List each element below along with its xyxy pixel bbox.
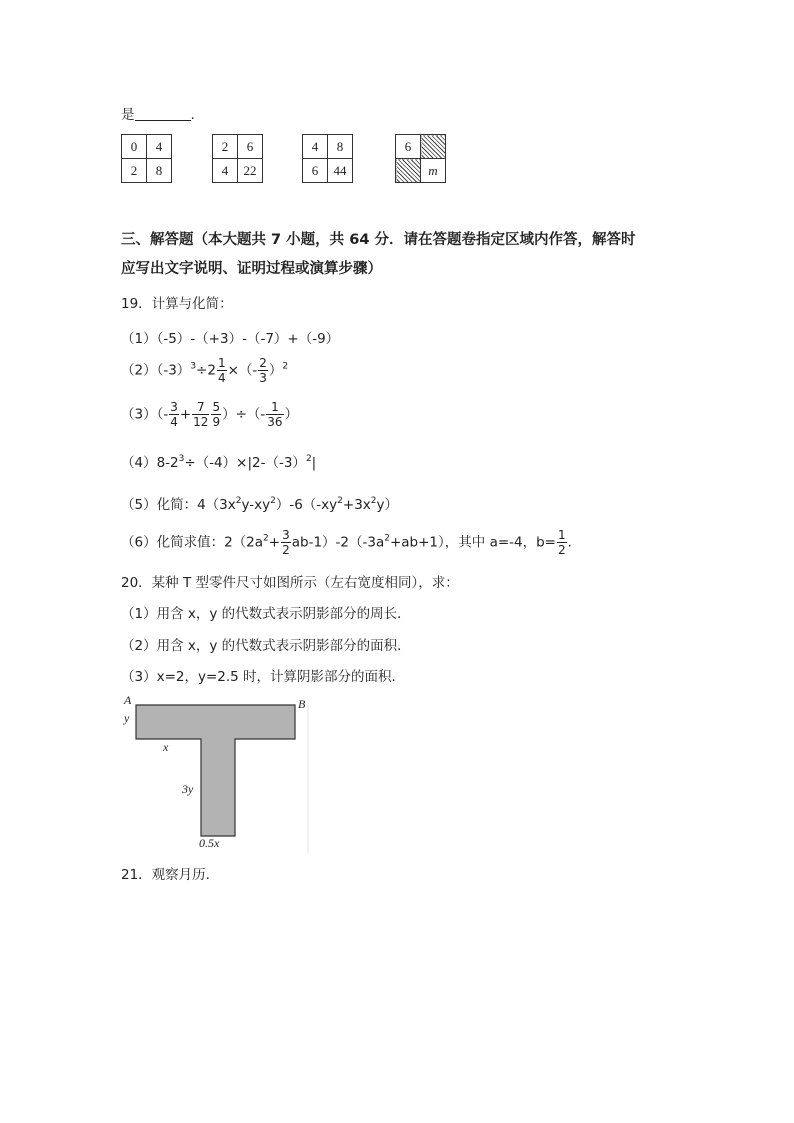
t-shape-figure: [118, 695, 318, 855]
q19-part2: $(2)(-3)^3\div 2$ $\frac{1}{4}$ ×（- $\frac{2}{3}$ ）$^2$: [121, 356, 289, 385]
section-heading: 三、解答题（本大题共 7 小题，共 64 分．请在答题卷指定区域内作答，解答时: [121, 232, 636, 248]
intro-line: 是 .: [121, 107, 195, 123]
q20-part2: （2）用含 x，y 的代数式表示阴影部分的面积．: [121, 638, 411, 654]
q21-title: 21．观察月历.: [121, 867, 210, 883]
q20-part1: （1）用含 x，y 的代数式表示阴影部分的周长．: [121, 606, 411, 622]
q19-title: 19．计算与化简：: [121, 296, 233, 312]
number-grid-4: 6 m: [395, 134, 446, 183]
q19-part4: $(4)8-2^3\div(-4)\times|2-(-3)^2|$: [121, 454, 317, 471]
label-3y: 3y: [182, 782, 194, 796]
q19-part1: （1）（-5）-（+3）-（-7）+（-9）: [121, 331, 340, 347]
q19-part6: （6）化简求值：$2(2a^2+$ $\frac{3}{2}$ $ab-1)-2(-3a^2+ab+1)$，其中 a=-4，b= $\frac{1}{2}$ .: [121, 528, 572, 557]
label-a: A: [124, 693, 132, 707]
hatched-cell: [396, 159, 421, 183]
label-x: x: [163, 740, 169, 754]
t-shape-shaded-region: [136, 705, 295, 836]
number-grid-1: 0 4 2 8: [121, 134, 172, 183]
number-grid-2: 2 6 4 22: [212, 134, 263, 183]
label-b: B: [298, 697, 306, 711]
number-grid-3: 4 8 6 44: [302, 134, 353, 183]
label-y: y: [124, 711, 130, 725]
q19-part5: （5）化简：$4(3x^2y-xy^2)-6(-xy^2+3x^2y)$: [121, 496, 399, 513]
section-heading-cont: 应写出文字说明、证明过程或演算步骤）: [121, 261, 382, 277]
answer-blank[interactable]: [135, 106, 191, 121]
label-0-5x: 0.5x: [199, 836, 220, 850]
q20-title: 20．某种 T 型零件尺寸如图所示（左右宽度相同），求：: [121, 575, 459, 591]
q19-part3: （3）（- $\frac{3}{4}$ + $\frac{7}{12}$ $\frac{5}{9}$ ）÷（- $\frac{1}{36}$ ）: [121, 400, 299, 429]
q20-part3: （3）x=2，y=2.5 时，计算阴影部分的面积．: [121, 669, 406, 685]
hatched-cell: [421, 135, 446, 159]
